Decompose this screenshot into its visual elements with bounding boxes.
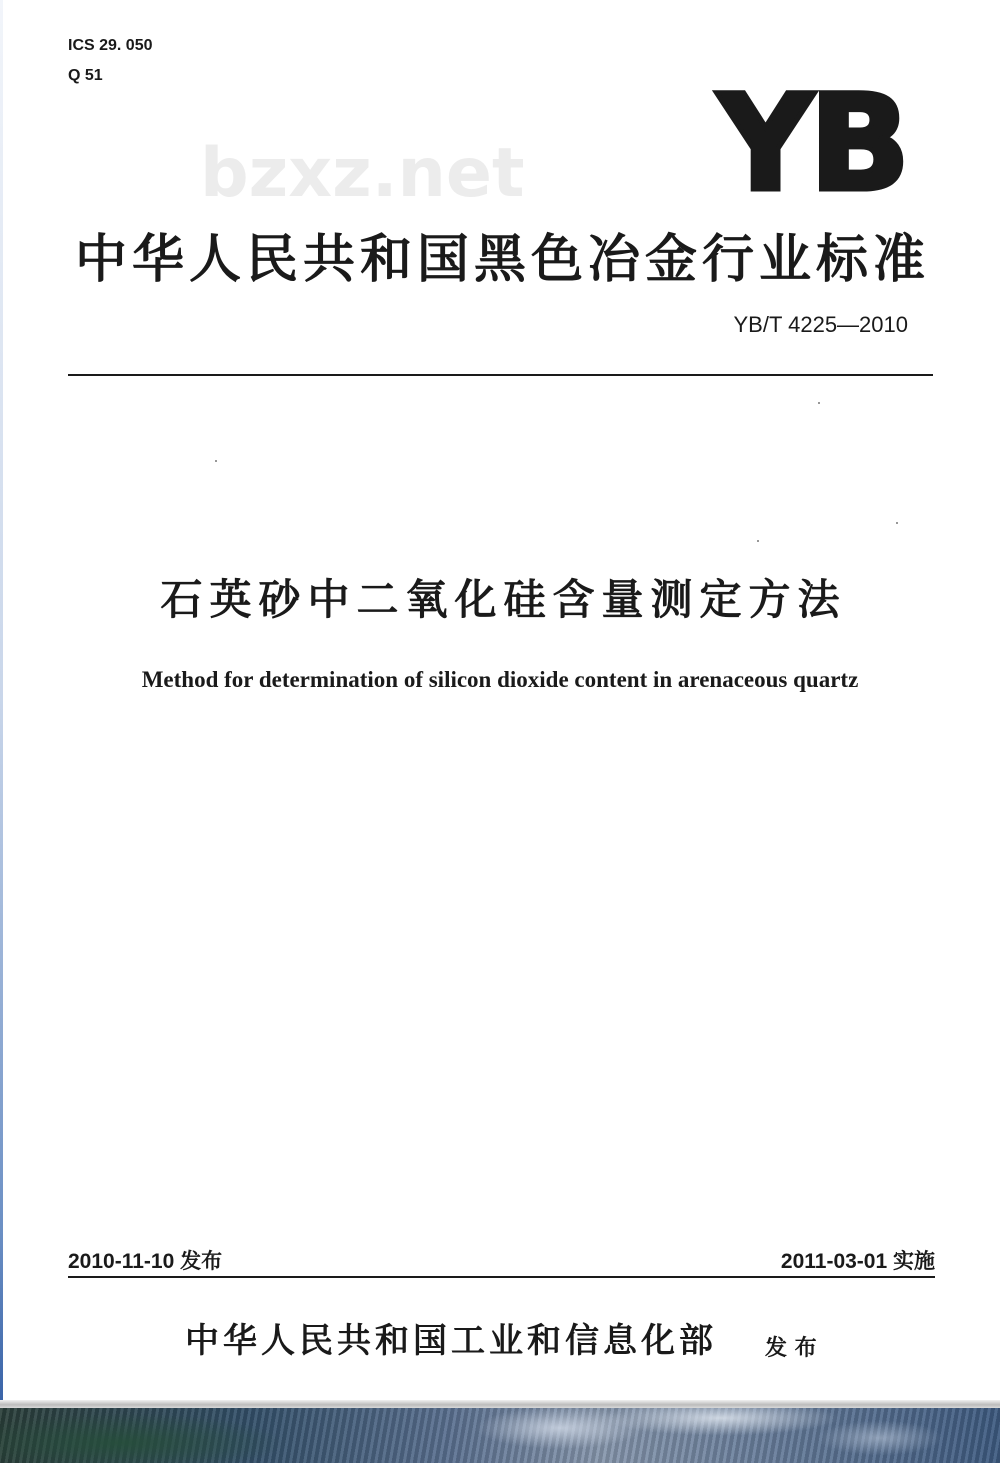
issuer-action: 发 布 — [765, 1336, 817, 1361]
scan-speck — [896, 522, 898, 524]
scan-speck — [757, 540, 759, 542]
standard-number: YB/T 4225—2010 — [733, 312, 908, 337]
ics-code: ICS 29. 050 — [68, 37, 153, 54]
yb-logo: YB — [717, 67, 906, 221]
title-chinese: 石英砂中二氧化硅含量测定方法 — [160, 575, 847, 624]
page-bottom-shadow — [0, 1400, 1000, 1408]
standard-category: 中华人民共和国黑色冶金行业标准 — [75, 230, 931, 290]
issue-date: 2010-11-10 发布 — [68, 1250, 223, 1273]
ccs-code: Q 51 — [68, 67, 103, 84]
bottom-divider — [68, 1276, 935, 1278]
title-english: Method for determination of silicon dioxide content in arenaceous quartz — [141, 667, 859, 692]
top-divider — [68, 374, 933, 376]
watermark: bzxz.net — [200, 134, 525, 213]
scan-speck — [215, 460, 217, 462]
scan-edge — [0, 0, 3, 1400]
landscape-photo-strip — [0, 1408, 1000, 1463]
scan-speck — [818, 402, 820, 404]
implementation-date: 2011-03-01 实施 — [780, 1250, 935, 1273]
issuer-name: 中华人民共和国工业和信息化部 — [185, 1321, 717, 1361]
